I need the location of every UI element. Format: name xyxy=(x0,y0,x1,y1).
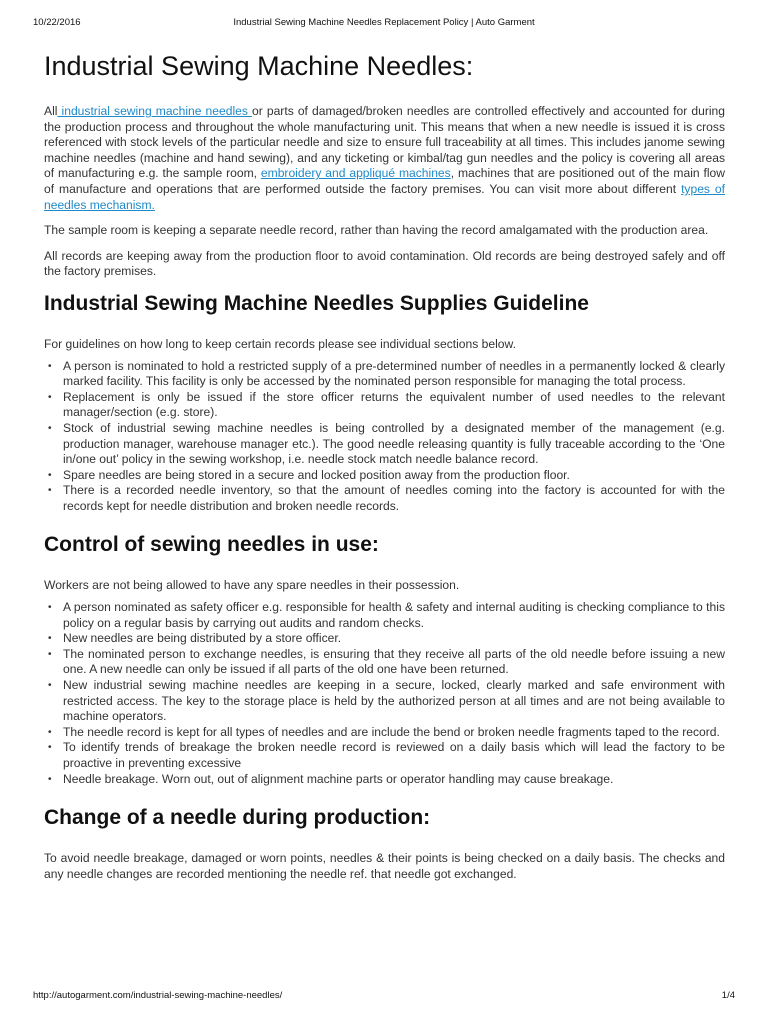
list-item: • Stock of industrial sewing machine needles is being controlled by a designated member of the management (e.g. production manager, warehouse manager etc.). The good needle releasing quantity is fully traceable according to the ‘One in/one out’ policy in the sewing workshop, i.e. needle stock match needle balance record. xyxy=(48,420,725,467)
article xyxy=(44,44,725,882)
list-item: • The needle record is kept for all types of needles and are include the bend or broken needle fragments taped to the record. xyxy=(48,724,720,739)
types-of-needles-link[interactable]: types of needles mechanism. xyxy=(44,181,725,212)
list-item: • There is a recorded needle inventory, so that the amount of needles coming into the factory is accounted for with the records kept for needle distribution and broken needle records. xyxy=(48,483,725,513)
list-item: • Replacement is only be issued if the store officer returns the equivalent number of used needles to the relevant manager/section (e.g. store). xyxy=(48,389,725,420)
intro-paragraph xyxy=(44,104,725,213)
list-item: • A person is nominated to hold a restricted supply of a pre-determined number of needles in a permanently locked & clearly marked facility. This facility is only be accessed by the nominated person responsible for managing the total process. xyxy=(48,358,725,389)
intro-text-3: , machines that are positioned out of the main flow of manufacture and operations that are performed outside the factory premises. You can visit more about different xyxy=(44,166,725,196)
print-date: 10/22/2016 xyxy=(33,17,81,28)
supplies-guideline-heading: Industrial Sewing Machine Needles Supplies Guideline xyxy=(44,291,589,315)
control-needles-heading: Control of sewing needles in use: xyxy=(44,533,379,557)
list-item: • The nominated person to exchange needles, is ensuring that they receive all parts of the old needle before issuing a new one. A new needle can only be issued if all parts of the old one have been returned. xyxy=(48,646,725,677)
list-item: • Spare needles are being stored in a secure and locked position away from the production floor. xyxy=(48,467,570,482)
page-title: Industrial Sewing Machine Needles: xyxy=(44,51,474,81)
print-footer xyxy=(33,990,735,1004)
embroidery-applique-link[interactable]: embroidery and appliqué machines xyxy=(260,166,451,181)
list-item: • New industrial sewing machine needles are keeping in a secure, locked, clearly marked and safe environment with restricted access. The key to the storage place is held by the authorized person at all times and are not being available to machine operators. xyxy=(48,678,725,724)
list-item: • To identify trends of breakage the broken needle record is reviewed on a daily basis which will lead the factory to be proactive in preventing excessive xyxy=(48,740,725,770)
supplies-guideline-lead: For guidelines on how long to keep certain records please see individual sections below. xyxy=(44,336,516,351)
sample-room-paragraph: The sample room is keeping a separate needle record, rather than having the record amalgamated with the production area. xyxy=(44,223,709,238)
intro-text-1: All xyxy=(44,104,58,118)
industrial-sewing-machine-needles-link[interactable]: industrial sewing machine needles xyxy=(57,104,253,118)
change-needle-lead: To avoid needle breakage, damaged or worn points, needles & their points is being checked on a daily basis. The checks and any needle changes are recorded mentioning the needle ref. that needle got exchanged. xyxy=(44,851,725,881)
control-needles-lead: Workers are not being allowed to have any spare needles in their possession. xyxy=(44,578,460,593)
print-header xyxy=(33,17,735,31)
list-item: • Needle breakage. Worn out, out of alignment machine parts or operator handling may cause breakage. xyxy=(48,771,614,786)
intro-text-2: or parts of damaged/broken needles are controlled effectively and accounted for during the production process and throughout the whole manufacturing unit. This means that when a new needle is issued it is cross referenced with stock levels of the particular needle and size to ensure full traceability at all times. This includes janome sewing machine needles (machine and hand sewing), and any ticketing or kimbal/tag gun needles and the policy is covering all areas of manufacturing e.g. the sample room, xyxy=(44,104,726,181)
list-item: • A person nominated as safety officer e.g. responsible for health & safety and internal auditing is checking compliance to this policy on a regular basis by carrying out audits and random checks. xyxy=(48,600,725,630)
control-needles-list xyxy=(44,600,725,787)
print-page-title: Industrial Sewing Machine Needles Replacement Policy | Auto Garment xyxy=(233,17,535,28)
list-item: • New needles are being distributed by a store officer. xyxy=(48,631,342,646)
page-number: 1/4 xyxy=(721,990,735,1001)
supplies-guideline-list xyxy=(44,359,725,515)
print-url: http://autogarment.com/industrial-sewing-machine-needles/ xyxy=(33,990,283,1001)
change-needle-heading: Change of a needle during production: xyxy=(44,806,431,830)
records-paragraph: All records are keeping away from the production floor to avoid contamination. Old records are being destroyed safely and off the factory premises. xyxy=(44,248,725,279)
